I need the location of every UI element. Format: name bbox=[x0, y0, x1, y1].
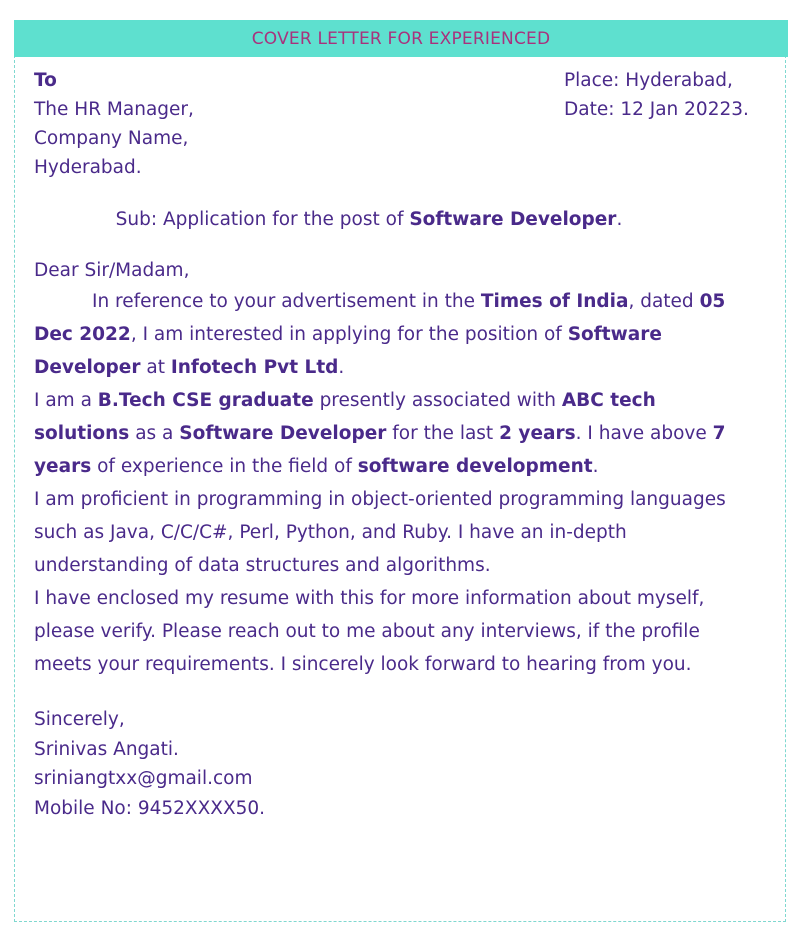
paragraph-skills: I am proficient in programming in object-oriented programming languages such as Java, C/C/C#, Perl, Python, and Ruby. I have an in-depth understanding of data structures and algorithms. bbox=[34, 489, 726, 576]
place-text: Place: Hyderabad, bbox=[564, 70, 733, 91]
total-experience: 7 years bbox=[34, 423, 726, 477]
text-run: . I have above bbox=[575, 423, 713, 444]
subject-position: Software Developer bbox=[409, 209, 617, 230]
greeting: Dear Sir/Madam, bbox=[34, 260, 190, 281]
signature-block bbox=[34, 705, 754, 823]
recipient-title: The HR Manager, bbox=[34, 99, 194, 120]
newspaper-name: Times of India bbox=[480, 291, 629, 312]
text-run: In reference to your advertisement in the bbox=[92, 291, 481, 312]
recipient-to: To bbox=[34, 70, 57, 91]
recipient-city: Hyderabad. bbox=[34, 157, 142, 178]
address-row bbox=[34, 66, 754, 182]
text-run: . bbox=[338, 357, 345, 378]
letter-title: COVER LETTER FOR EXPERIENCED bbox=[251, 28, 551, 49]
subject-prefix: Sub: Application for the post of bbox=[115, 209, 410, 230]
date-text: Date: 12 Jan 20223. bbox=[564, 99, 749, 120]
subject-suffix: . bbox=[616, 209, 623, 230]
field: software development bbox=[357, 456, 593, 477]
position-name: Software Developer bbox=[34, 324, 662, 378]
text-run: at bbox=[140, 357, 171, 378]
recipient-block bbox=[34, 66, 194, 182]
text-run: . bbox=[592, 456, 599, 477]
letter-body bbox=[34, 66, 754, 823]
company-name: Infotech Pvt Ltd bbox=[170, 357, 339, 378]
paragraph-experience bbox=[34, 384, 754, 483]
sender-mobile: Mobile No: 9452XXXX50. bbox=[34, 797, 266, 819]
text-run: , I am interested in applying for the position of bbox=[130, 324, 568, 345]
text-run: as a bbox=[129, 423, 180, 444]
current-role: Software Developer bbox=[179, 423, 387, 444]
sender-name: Srinivas Angati. bbox=[34, 738, 179, 760]
advert-date: 05 Dec 2022 bbox=[34, 291, 726, 345]
text-run: of experience in the field of bbox=[91, 456, 358, 477]
sender-email: sriniangtxx@gmail.com bbox=[34, 768, 253, 789]
paragraph-closing: I have enclosed my resume with this for more information about myself, please verify. Please reach out to me about any interviews, if the profile meets your requirements. I sincerely look forward to hearing from you. bbox=[34, 588, 705, 675]
text-run: presently associated with bbox=[313, 390, 562, 411]
place-date-block bbox=[564, 66, 754, 182]
text-run: , dated bbox=[628, 291, 700, 312]
text-run: for the last bbox=[386, 423, 500, 444]
current-tenure: 2 years bbox=[499, 423, 576, 444]
degree: B.Tech CSE graduate bbox=[97, 390, 314, 411]
header-bar bbox=[14, 20, 788, 57]
subject-line bbox=[34, 205, 754, 234]
recipient-company: Company Name, bbox=[34, 128, 189, 149]
text-run: I am a bbox=[34, 390, 98, 411]
current-employer: ABC tech solutions bbox=[34, 390, 656, 444]
paragraph-reference bbox=[34, 285, 754, 384]
signoff: Sincerely, bbox=[34, 709, 125, 730]
